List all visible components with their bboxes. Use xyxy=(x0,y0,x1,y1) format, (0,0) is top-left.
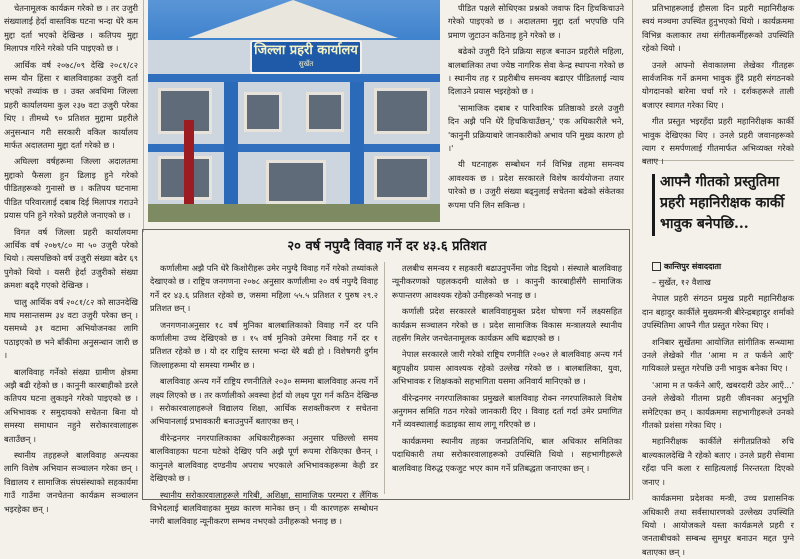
paragraph: प्रतिभाहरूलाई हौसला दिन प्रहरी महानिरीक्षक स्वयं मञ्चमा उपस्थित हुनुभएको थियो । कार्यक्रममा विभिन्न कलाकार तथा संगीतकर्मीहरूको उपस्थिति रहेको थियो । xyxy=(642,3,794,54)
photo-blue-band xyxy=(148,74,440,82)
side-headline: आफ्नै गीतको प्रस्तुतिमा प्रहरी महानिरीक्षक कार्की भावुक बनेपछि... xyxy=(660,174,785,232)
paragraph: उनले आफ्नो सेवाकालमा लेखेका गीतहरू सार्वजनिक गर्ने क्रममा भावुक हुँदै प्रहरी संगठनको योगदानको बारेमा चर्चा गरे । दर्शकहरूले ताली बजाएर स्वागत गरेका थिए । xyxy=(642,59,794,110)
paragraph: चालु आर्थिक वर्ष २०८१/८२ को साउनदेखि माघ मसान्तसम्म ३४ वटा उजुरी परेका छन् । यसमध्ये ३१ वटामा अभियोजनका लागि पठाइएको छ भने बाँकीमा अनुसन्धान जारी छ । xyxy=(4,296,138,361)
signboard-title: जिल्ला प्रहरी कार्यालय xyxy=(254,43,358,58)
paragraph: पीडित पक्षले सोधिएका प्रश्नको जवाफ दिन हिचकिचाउने गरेको पाइएको छ । अदालतमा मुद्दा दर्ता भएपछि पनि प्रमाण जुटाउन कठिनाइ हुने गरेको छ । xyxy=(448,3,624,40)
center-right-column xyxy=(448,2,624,224)
main-headline: २० वर्ष नपुग्दै विवाह गर्ने दर ४३.६ प्रतिशत xyxy=(287,239,487,254)
paragraph: गीत प्रस्तुत भइरहँदा प्रहरी महानिरीक्षक कार्की भावुक देखिएका थिए । उनले प्रहरी जवानहरूको त्याग र समर्पणलाई गीतमार्फत अभिव्यक्त गरेको बताए । xyxy=(642,116,794,167)
photo-ground xyxy=(148,204,440,222)
building-pillar xyxy=(224,82,238,204)
byline xyxy=(652,260,792,273)
paragraph: बढेको उजुरी दिने प्रक्रिया सहज बनाउन प्रहरीले महिला, बालबालिका तथा ज्येष्ठ नागरिक सेवा केन्द्र स्थापना गरेको छ । स्थानीय तह र प्रहरीबीच समन्वय बढाएर पीडितलाई न्याय दिलाउने प्रयास भइरहेको छ । xyxy=(448,46,624,97)
paragraph: नेपाल प्रहरी संगठन प्रमुख प्रहरी महानिरीक्षक दान बहादुर कार्कीले मुख्यमन्त्री बीरेन्द्रबहादुर शर्माको उपस्थितिमा आफ्नै गीत प्रस्तुत गरेका थिए । xyxy=(642,293,794,331)
paragraph: यी घटनाहरू सम्बोधन गर्न विभिन्न तहमा समन्वय आवश्यक छ । प्रदेश सरकारले विशेष कार्ययोजना तयार पारेको छ । उजुरी संख्या बढ्नुलाई सचेतना बढेको संकेतका रूपमा पनि लिन सकिन्छ । xyxy=(448,159,624,210)
paragraph: शनिबार सुर्खेतमा आयोजित सांगीतिक सन्ध्यामा उनले लेखेको गीत 'आमा म त फर्कने आएँ' गायिकाले प्रस्तुत गरेपछि उनी भावुक बनेका थिए । xyxy=(642,336,794,374)
building-window xyxy=(306,92,344,132)
signboard-subtitle: सुर्खेत xyxy=(298,60,314,68)
byline-text: कान्तिपुर संवाददाता xyxy=(664,262,722,271)
left-column xyxy=(4,2,138,514)
paragraph: कर्णाली प्रदेश सरकारले बालविवाहमुक्त प्रदेश घोषणा गर्ने लक्ष्यसहित कार्यक्रम सञ्चालन गरेको छ । प्रदेश सामाजिक विकास मन्त्रालयले स्थानीय तहसँग मिलेर जनचेतनामूलक कार्यक्रम अघि बढाएको छ । xyxy=(392,306,622,344)
paragraph: आर्थिक वर्ष २०७८/०९ देखि २०८१/८२ सम्म यौन हिंसा र बालविवाहका उजुरी दर्ता भएको तथ्यांक छ । उक्त अवधिमा जिल्ला प्रहरी कार्यालयमा कुल २३७ वटा उजुरी परेका थिए । तीमध्ये ९० प्रतिशत मुद्दामा प्रहरीले अनुसन्धान गरी सरकारी वकिल कार्यालय मार्फत अदालतमा मुद्दा दर्ता गरेको छ । xyxy=(4,59,138,151)
paragraph: स्थानीय तहहरूले बालविवाह अन्त्यका लागि विशेष अभियान सञ्चालन गरेका छन् । विद्यालय र सामाजिक संघसंस्थाको सहकार्यमा गाउँ गाउँमा जनचेतना कार्यक्रम सञ्चालन भइरहेका छन् । xyxy=(4,450,138,514)
police-office-photo xyxy=(148,0,440,222)
headline-accent-bar xyxy=(652,174,655,236)
building-window xyxy=(374,88,430,134)
paragraph: विगत वर्ष जिल्ला प्रहरी कार्यालयमा आर्थिक वर्ष २०७९/८० मा ५० उजुरी परेको थियो । त्यसपछिको वर्ष उजुरी संख्या बढेर ६९ पुगेको थियो । यसरी हेर्दा उजुरीको संख्या क्रमशः बढ्दै गएको देखिन्छ । xyxy=(4,226,138,291)
column-rule xyxy=(143,0,144,232)
paragraph: बालविवाह अन्त्य गर्ने राष्ट्रिय रणनीतिले २०३० सम्ममा बालविवाह अन्त्य गर्ने लक्ष्य लिएको छ । तर कर्णालीको अवस्था हेर्दा यो लक्ष्य पूरा गर्न कठिन देखिन्छ । सरोकारवालाहरूले विद्यालय शिक्षा, आर्थिक सशक्तीकरण र सचेतना अभियानलाई प्रभावकारी बनाउनुपर्ने बताएका छन् । xyxy=(150,376,378,427)
paragraph: कर्णालीमा अझै पनि धेरै किशोरीहरू उमेर नपुग्दै विवाह गर्ने गरेको तथ्यांकले देखाएको छ । राष्ट्रिय जनगणना २०७८ अनुसार कर्णालीमा २० वर्ष नपुग्दै विवाह गर्ने दर ४३.६ प्रतिशत रहेको छ, जसमा महिला ५५.५ प्रतिशत र पुरुष २९.२ प्रतिशत छन् । xyxy=(150,263,378,314)
building-window xyxy=(244,92,282,132)
column-rule xyxy=(632,0,633,500)
building-door xyxy=(266,160,326,204)
paragraph: चेतनामूलक कार्यक्रम गरेको छ । तर उजुरी संख्यालाई हेर्दा वास्तविक घटना भन्दा धेरै कम मुद्दा दर्ता भएको देखिन्छ । कतिपय मुद्दा मिलापत्र गरिने गरेको पनि पाइएको छ । xyxy=(4,3,138,54)
paragraph: कार्यक्रममा प्रदेशका मन्त्री, उच्च प्रशासनिक अधिकारी तथा सर्वसाधारणको उल्लेख्य उपस्थिति थियो । आयोजकले यस्ता कार्यक्रमले प्रहरी र जनताबीचको सम्बन्ध सुमधुर बनाउन मद्दत पुग्ने बताएका छन् । xyxy=(642,493,794,557)
paragraph: नेपाल सरकारले जारी गरेको राष्ट्रिय रणनीति २०७२ ले बालविवाह अन्त्य गर्न बहुपक्षीय प्रयास आवश्यक रहेको उल्लेख गरेको छ । बालबालिका, युवा, अभिभावक र शिक्षकको सहभागिता यसमा अनिवार्य मानिएको छ । xyxy=(392,349,622,387)
paragraph: कार्यक्रममा स्थानीय तहका जनप्रतिनिधि, बाल अधिकार समितिका पदाधिकारी तथा सरोकारवालाहरूको उपस्थिति थियो । सहभागीहरूले बालविवाह विरुद्ध एकजुट भएर काम गर्ने प्रतिबद्धता जनाएका छन् । xyxy=(392,435,622,473)
side-story-column xyxy=(642,276,794,557)
paragraph: तलबीच समन्वय र सहकारी बढाउनुपर्नेमा जोड दिइयो । संस्थाले बालविवाह न्यूनीकरणको पहलकदमी थालेको छ । कानुनी कारबाहीसँगै सामाजिक रूपान्तरण आवश्यक रहेको उनीहरूको भनाइ छ । xyxy=(392,263,622,300)
story-column-right xyxy=(392,262,622,498)
paragraph: स्थानीय सरोकारवालाहरूले गरिबी, अशिक्षा, सामाजिक परम्परा र लैंगिक विभेदलाई बालविवाहका मुख्य कारण मानेका छन् । यी कारणहरू सम्बोधन नगरी बालविवाह न्यूनीकरण सम्भव नभएको उनीहरूको भनाइ छ । xyxy=(150,489,378,527)
office-signboard xyxy=(250,40,362,74)
paragraph: वीरेन्द्रनगर नगरपालिकाका प्रमुखले बालविवाह रोक्न नगरपालिकाले विशेष अनुगमन समिति गठन गरेको जानकारी दिए । विवाह दर्ता गर्दा उमेर प्रमाणित गर्ने व्यवस्थालाई कडाइका साथ लागू गरिएको छ । xyxy=(392,392,622,430)
far-right-column xyxy=(642,2,794,167)
photo-roof xyxy=(188,0,398,38)
paragraph: 'सामाजिक दबाब र पारिवारिक प्रतिष्ठाको डरले उजुरी दिन अझै पनि धेरै हिचकिचाउँछन्,' एक अधिकारीले भने, 'कानुनी प्रक्रियाबारे जानकारीको अभाव पनि मुख्य कारण हो ।' xyxy=(448,102,624,154)
paragraph: महानिरीक्षक कार्कीले संगीतप्रतिको रुचि बाल्यकालदेखि नै रहेको बताए । उनले प्रहरी सेवामा रहँदा पनि कला र साहित्यलाई निरन्तरता दिएको जनाए । xyxy=(642,436,794,487)
square-bullet-icon xyxy=(652,262,661,271)
paragraph: जनगणनाअनुसार १८ वर्ष मुनिका बालबालिकाको विवाह गर्ने दर पनि कर्णालीमा उच्च देखिएको छ । १५ वर्ष मुनिको उमेरमा विवाह गर्ने दर १ प्रतिशत रहेको छ । यो दर राष्ट्रिय स्तरमा भन्दा धेरै बढी हो । विशेषगरी दुर्गम जिल्लाहरूमा यो समस्या गम्भीर छ । xyxy=(150,319,378,370)
story-column-left xyxy=(150,262,378,527)
building-pillar xyxy=(350,82,364,204)
building-window xyxy=(374,156,430,200)
paragraph: 'आमा म त फर्कने आएँ, खबरदारी उठेर आएँ...' उनले लेखेको गीतमा प्रहरी जीवनका अनुभूति समेटिएका छन् । कार्यक्रममा सहभागीहरूले उनको गीतको प्रशंसा गरेका थिए । xyxy=(642,379,794,431)
paragraph: वीरेन्द्रनगर नगरपालिकाका अधिकारीहरूका अनुसार पछिल्लो समय बालविवाहका घटना घटेको देखिए पनि अझै पूर्ण रूपमा रोकिएका छैनन् । कानुनले बालविवाह दण्डनीय अपराध भएकाले अभिभावकहरूमा केही डर देखिएको छ । xyxy=(150,432,378,484)
paragraph: बालविवाह गर्नेको संख्या ग्रामीण क्षेत्रमा अझै बढी रहेको छ । कानुनी कारबाहीको डरले कतिपय घटना लुकाइने गरेको पाइएको छ । अभिभावक र समुदायको सचेतना बिना यो समस्या समाधान नहुने सरोकारवालाहरू बताउँछन् । xyxy=(4,366,138,444)
paragraph: अघिल्ला वर्षहरूमा जिल्ला अदालतमा मुद्दाको फैसला हुन ढिलाइ हुने गरेको पीडितहरूको गुनासो छ । कतिपय घटनामा पीडित परिवारलाई दबाब दिई मिलापत्र गराउने प्रयास पनि हुने गरेको प्रहरीले जनाएको छ । xyxy=(4,156,138,221)
paragraph: – सुर्खेत, १२ वैशाख xyxy=(652,277,711,287)
